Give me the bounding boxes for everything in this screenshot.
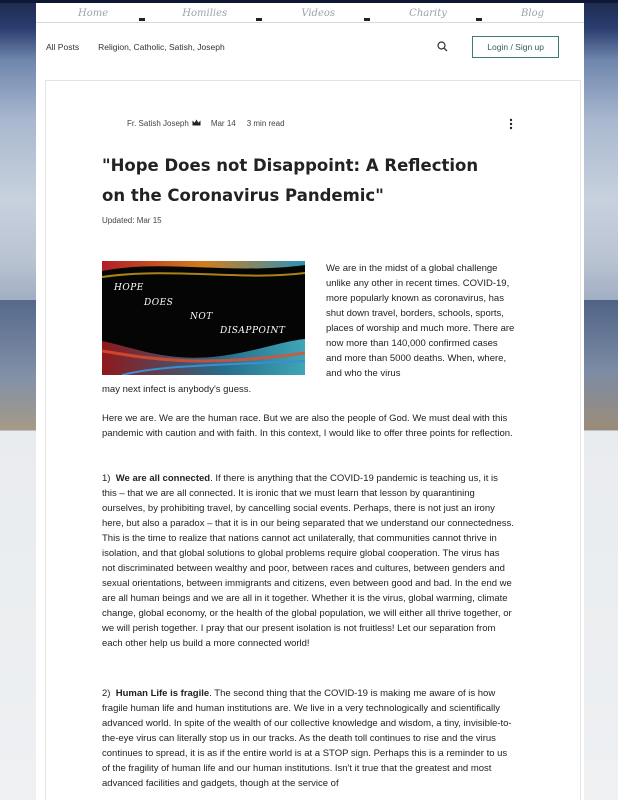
nav-separator xyxy=(364,18,370,21)
author-name[interactable]: Fr. Satish Joseph xyxy=(127,119,189,128)
point-text: . The second thing that the COVID-19 is making me aware of is how fragile human life and human institutions are. We live in a very technologically and scientifically advanced world. In spite of the wealth of our collective knowledge and wisdom, a tiny, invisible-to-the-eye virus can literally stop us in our tracks. As the death toll continues to rise and the virus continues to spread, it is as if the entire world is at a STOP sign. Perhaps this is a reminder to us of the fragility of human life and our human institutions. Isn't it true that the greatest and most advanced facilities and gadgets, though at the service of xyxy=(102,688,512,789)
blog-post xyxy=(45,80,581,800)
post-title: "Hope Does not Disappoint: A Reflection on the Coronavirus Pandemic" xyxy=(102,156,479,205)
paragraph-context: Here we are. We are the human race. But we are also the people of God. We must deal with this pandemic with caution and with faith. In this context, I would like to offer three points for reflection. xyxy=(102,413,513,439)
image-word-not: NOT xyxy=(190,312,213,322)
nav-separator xyxy=(476,18,482,21)
intro-paragraph: We are in the midst of a global challenge unlike any other in recent times. COVID-19, more popularly known as coronavirus, has shut down travel, borders, schools, sports, places of worship and much more. There are now more than 140,000 confirmed cases and more than 5000 deaths. When, where, and who the virus xyxy=(326,263,515,379)
nav-separator xyxy=(256,18,262,21)
nav-home[interactable]: Home xyxy=(78,8,109,19)
post-date: Mar 14 xyxy=(210,119,236,128)
nav-blog[interactable]: Blog xyxy=(521,8,544,19)
paragraph-connected xyxy=(102,471,514,651)
background-beach-right xyxy=(584,300,618,430)
nav-videos[interactable]: Videos xyxy=(301,8,336,19)
point-text: . If there is anything that the COVID-19 pandemic is teaching us, it is this – that we are all connected. It is ironic that we must learn that lesson by quarantining ourselves, by prohibiting travel, by cancelling social events. Perhaps, there is not just an irony here, but also a paradox – that it is in our being separated that we understand our connectedness. This is the time to realize that nations cannot act unilaterally, that communities cannot thrive in isolation, and that global solutions to global problems require global cooperation. The virus has not discriminated between wealthy and poor, between races and cultures, between genders and sexual orientations, between immigrants and citizens, even between good and bad. In the end we are all human beings and we are all in it together. Whether it is the virus, global warming, climate change, global economy, or the health of the global population, we will either all thrive together, or we will perish together. I pray that our present isolation is not fruitless! Let our separation from each other help us build a more connected world! xyxy=(102,473,514,649)
point-number: 2) xyxy=(102,688,111,699)
more-options-icon[interactable] xyxy=(508,117,514,131)
post-meta xyxy=(127,119,285,128)
blog-card xyxy=(36,23,584,800)
login-signup-button[interactable]: Login / Sign up xyxy=(472,36,559,58)
nav-charity[interactable]: Charity xyxy=(409,8,447,19)
point-heading: We are all connected xyxy=(115,473,211,484)
point-number: 1) xyxy=(102,473,111,484)
updated-date: Updated: Mar 15 xyxy=(102,216,162,225)
nav-separator xyxy=(139,18,145,21)
intro-paragraph-tail: may next infect is anybody's guess. xyxy=(102,384,252,395)
blog-category-bar xyxy=(36,23,584,71)
categories-link[interactable]: Religion, Catholic, Satish, Joseph xyxy=(98,42,225,52)
all-posts-link[interactable]: All Posts xyxy=(46,42,80,52)
image-word-disappoint: DISAPPOINT xyxy=(220,326,286,336)
top-navigation xyxy=(36,0,584,23)
post-image xyxy=(102,261,305,375)
read-time: 3 min read xyxy=(246,119,285,128)
image-word-does: DOES xyxy=(144,298,174,308)
search-icon[interactable] xyxy=(436,40,450,54)
background-beach-left xyxy=(0,300,36,430)
point-heading: Human Life is fragile xyxy=(115,688,210,699)
image-word-hope: HOPE xyxy=(114,283,144,293)
crown-icon xyxy=(192,119,201,128)
paragraph-fragile xyxy=(102,686,514,791)
nav-homilies[interactable]: Homilies xyxy=(182,8,228,19)
